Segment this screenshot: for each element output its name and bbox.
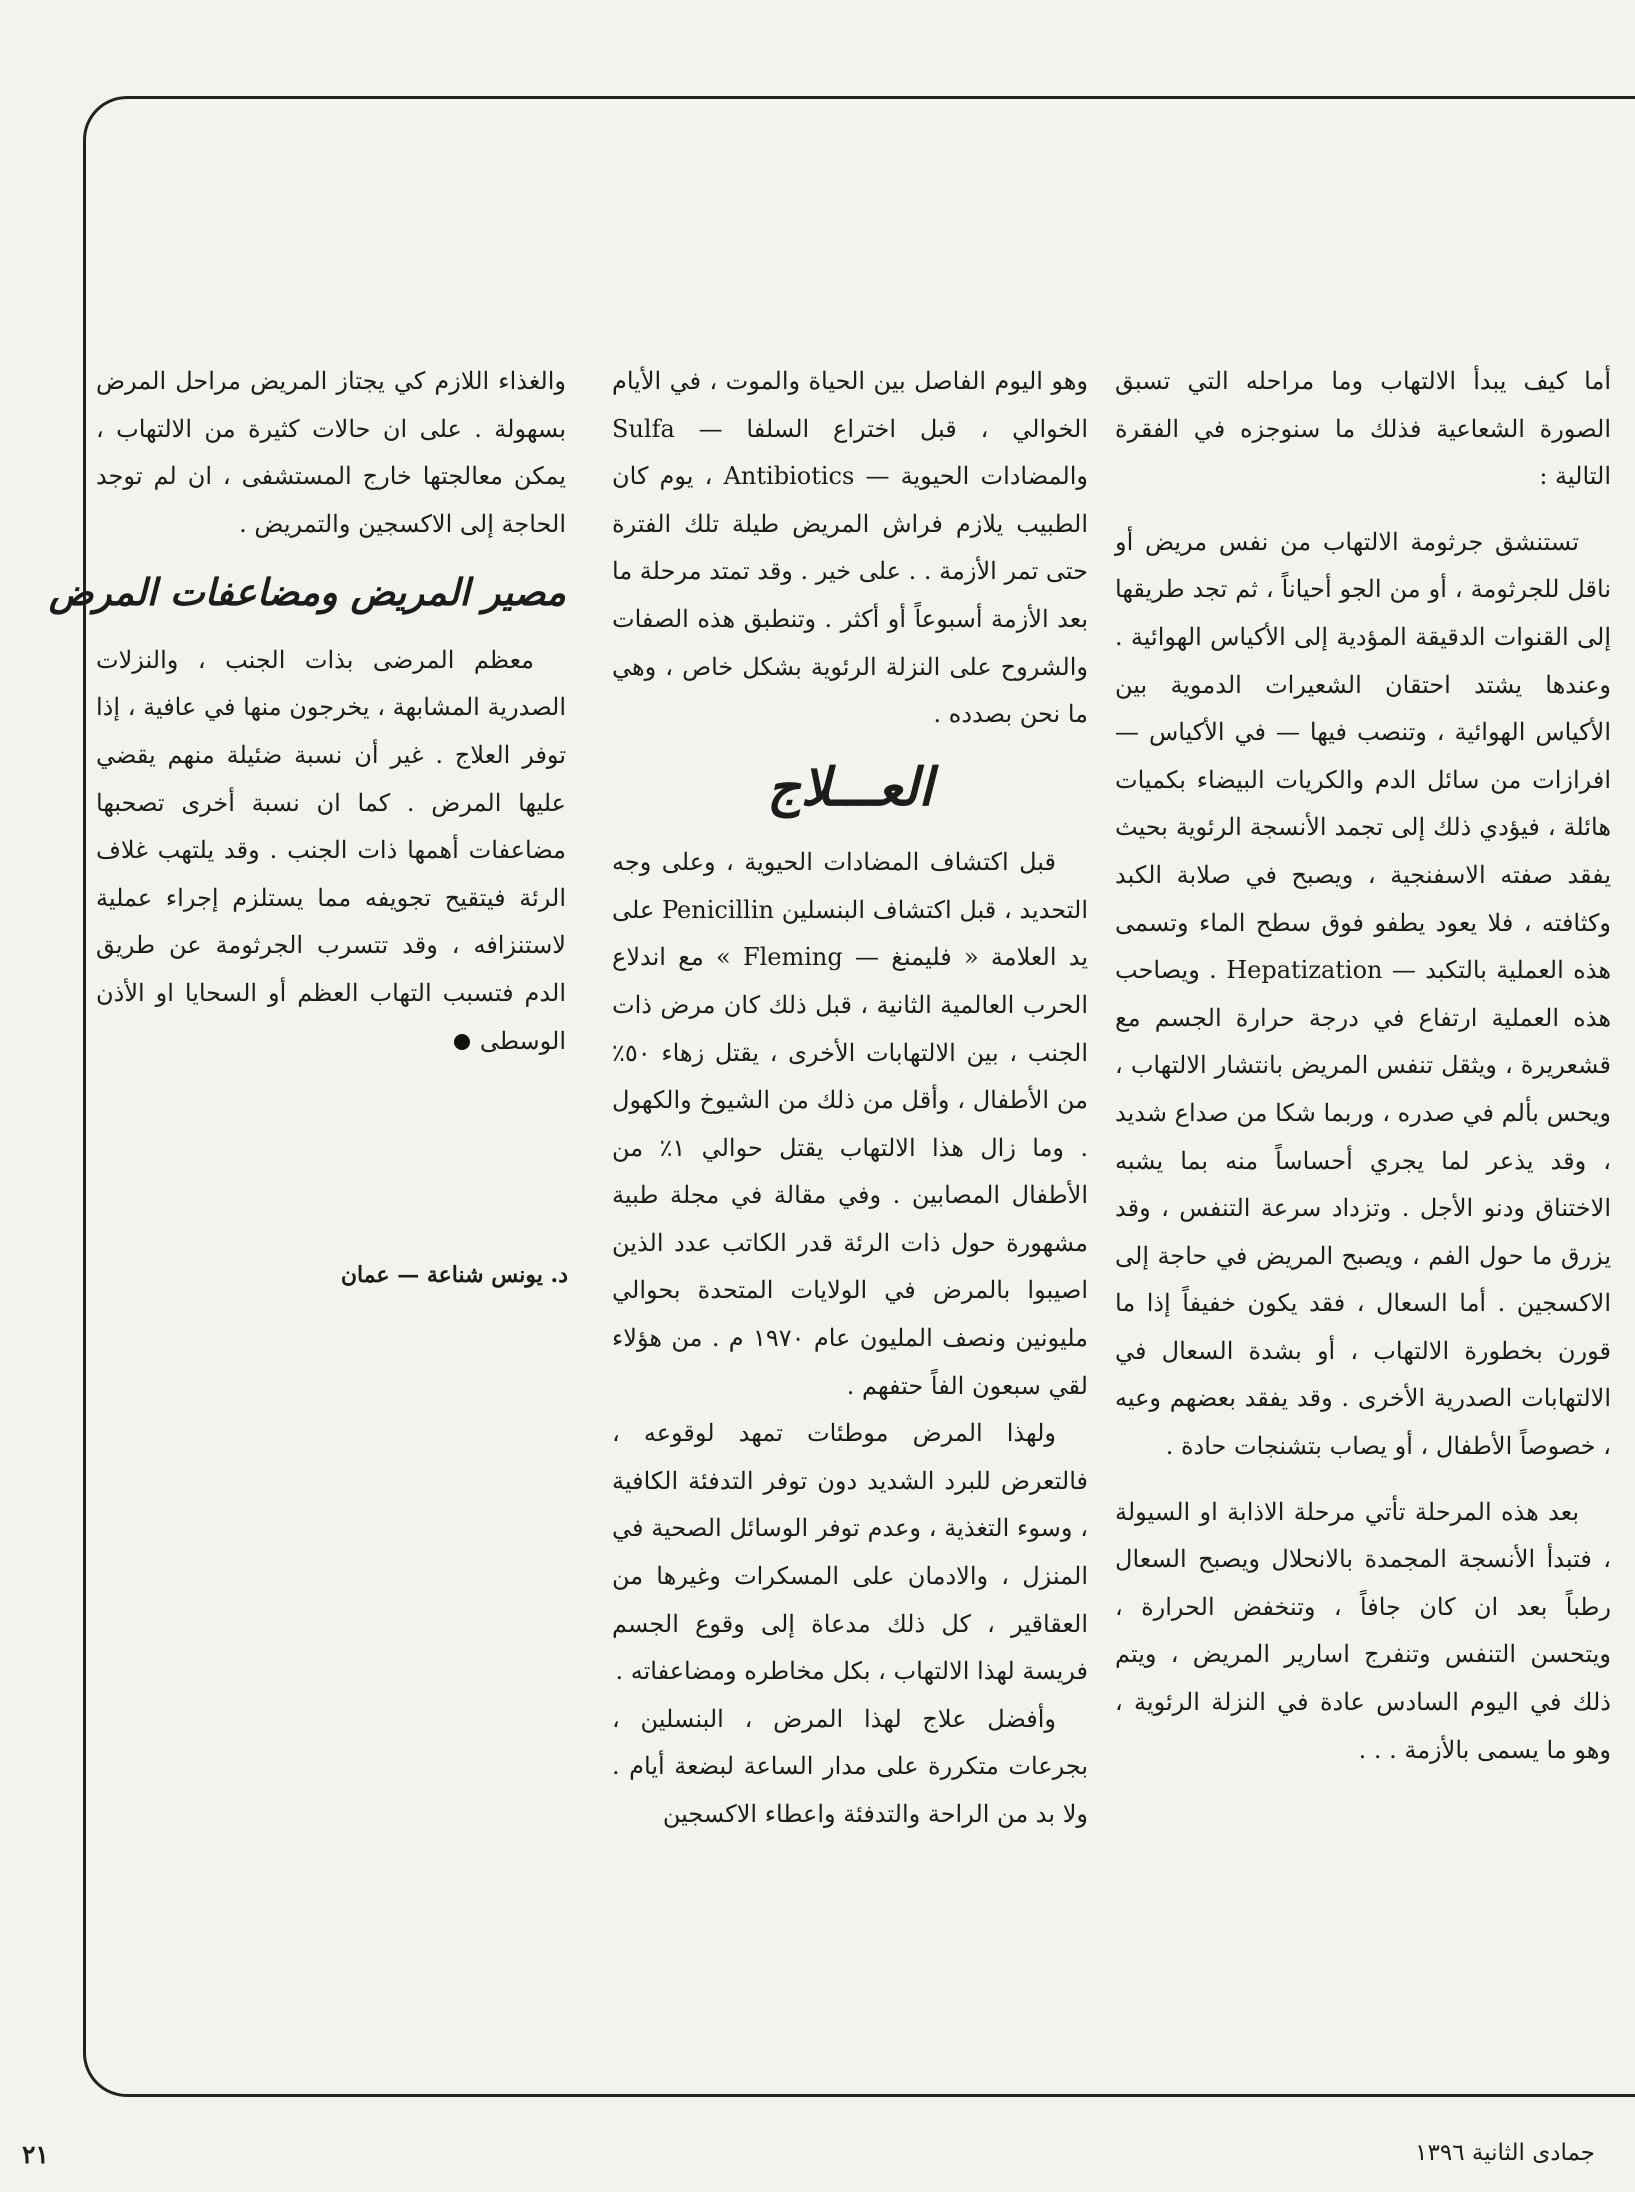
paragraph: بعد هذه المرحلة تأتي مرحلة الاذابة او السيولة ، فتبدأ الأنسجة المجمدة بالانحلال ويصبح السعال رطباً بعد ان كان جافاً ، وتنخفض الحرارة ، ويتحسن التنفس وتنفرج اسارير المريض ، ويتم ذلك في اليوم السادس عادة في النزلة الرئوية ، وهو ما يسمى بالأزمة . . .	[1115, 1497, 1611, 1764]
paragraph-text: معظم المرضى بذات الجنب ، والنزلات الصدرية المشابهة ، يخرجون منها في عافية ، إذا توفر العلاج . غير أن نسبة ضئيلة منهم يقضي عليها المرض . كما ان نسبة أخرى تصحبها مضاعفات أهمها ذات الجنب . وقد يلتهب غلاف الرئة فيتقيح تجويفه مما يستلزم إجراء عملية لاستنزافه ، وقد تتسرب الجرثومة عن طريق الدم فتسبب التهاب العظم أو السحايا او الأذن الوسطى	[96, 645, 566, 1055]
article-column-left	[48, 358, 566, 1065]
paragraph: وأفضل علاج لهذا المرض ، البنسلين ، بجرعات متكررة على مدار الساعة لبضعة أيام . ولا بد من الراحة والتدفئة واعطاء الاكسجين	[612, 1704, 1088, 1829]
paragraph: والغذاء اللازم كي يجتاز المريض مراحل المرض بسهولة . على ان حالات كثيرة من الالتهاب ، يمكن معالجتها خارج المستشفى ، ان لم توجد الحاجة إلى الاكسجين والتمريض .	[96, 367, 566, 538]
page-number: ٢١	[22, 2140, 49, 2169]
author-byline: د. يونس شناعة — عمان	[340, 1262, 568, 1288]
end-of-article-dot-icon	[454, 1034, 470, 1050]
issue-date: جمادى الثانية ١٣٩٦	[1415, 2140, 1595, 2166]
paragraph: وهو اليوم الفاصل بين الحياة والموت ، في الأيام الخوالي ، قبل اختراع السلفا — Sulfa والمضادات الحيوية — Antibiotics ، يوم كان الطبيب يلازم فراش المريض طيلة تلك الفترة حتى تمر الأزمة . . على خير . وقد تمتد مرحلة ما بعد الأزمة أسبوعاً أو أكثر . وتنطبق هذه الصفات والشروح على النزلة الرئوية بشكل خاص ، وهي ما نحن بصدده .	[612, 367, 1088, 729]
article-column-middle	[612, 358, 1088, 1839]
section-heading-treatment: العـــلاج	[767, 756, 933, 818]
paragraph: أما كيف يبدأ الالتهاب وما مراحله التي تسبق الصورة الشعاعية فذلك ما سنوجزه في الفقرة التالية :	[1115, 367, 1611, 491]
paragraph-with-end-mark	[96, 637, 566, 1065]
paragraph: ولهذا المرض موطئات تمهد لوقوعه ، فالتعرض للبرد الشديد دون توفر التدفئة الكافية ، وسوء التغذية ، وعدم توفر الوسائل الصحية في المنزل ، والادمان على المسكرات وغيرها من العقاقير ، كل ذلك مدعاة إلى وقوع الجسم فريسة لهذا الالتهاب ، بكل مخاطره ومضاعفاته .	[612, 1419, 1088, 1686]
article-column-right	[1115, 358, 1611, 1774]
paragraph: قبل اكتشاف المضادات الحيوية ، وعلى وجه التحديد ، قبل اكتشاف البنسلين Penicillin على يد العلامة « فليمنغ — Fleming » مع اندلاع الحرب العالمية الثانية ، قبل ذلك كان مرض ذات الجنب ، بين الالتهابات الأخرى ، يقتل زهاء ٥٠٪ من الأطفال ، وأقل من ذلك من الشيوخ والكهول . وما زال هذا الالتهاب يقتل حوالي ١٪ من الأطفال المصابين . وفي مقالة في مجلة طبية مشهورة حول ذات الرئة قدر الكاتب عدد الذين اصيبوا بالمرض في الولايات المتحدة بحوالي مليونين ونصف المليون عام ١٩٧٠ م . من هؤلاء لقي سبعون الفاً حتفهم .	[612, 848, 1089, 1400]
paragraph: تستنشق جرثومة الالتهاب من نفس مريض أو ناقل للجرثومة ، أو من الجو أحياناً ، ثم تجد طريقها إلى القنوات الدقيقة المؤدية إلى الأكياس الهوائية . وعندها يشتد احتقان الشعيرات الدموية بين الأكياس الهوائية ، وتنصب فيها — في الأكياس — افرازات من سائل الدم والكريات البيضاء بكميات هائلة ، فيؤدي ذلك إلى تجمد الأنسجة الرئوية بحيث يفقد صفته الاسفنجية ، ويصبح في صلابة الكبد وكثافته ، فلا يعود يطفو فوق سطح الماء وتسمى هذه العملية بالتكبد — Hepatization . ويصاحب هذه العملية ارتفاع في درجة حرارة الجسم مع قشعريرة ، ويثقل تنفس المريض بانتشار الالتهاب ، ويحس بألم في صدره ، وربما شكا من صداع شديد ، وقد يذعر لما يجري أحساساً منه بما يشبه الاختناق ودنو الأجل . وتزداد سرعة التنفس ، وقد يزرق ما حول الفم ، ويصبح المريض في حاجة إلى الاكسجين . أما السعال ، فقد يكون خفيفاً إذا ما قورن بخطورة الالتهاب ، أو بشدة السعال في الالتهابات الصدرية الأخرى . وقد يفقد بعضهم وعيه ، خصوصاً الأطفال ، أو يصاب بتشنجات حادة .	[1115, 527, 1612, 1461]
section-heading-prognosis: مصير المريض ومضاعفات المرض	[48, 570, 566, 615]
